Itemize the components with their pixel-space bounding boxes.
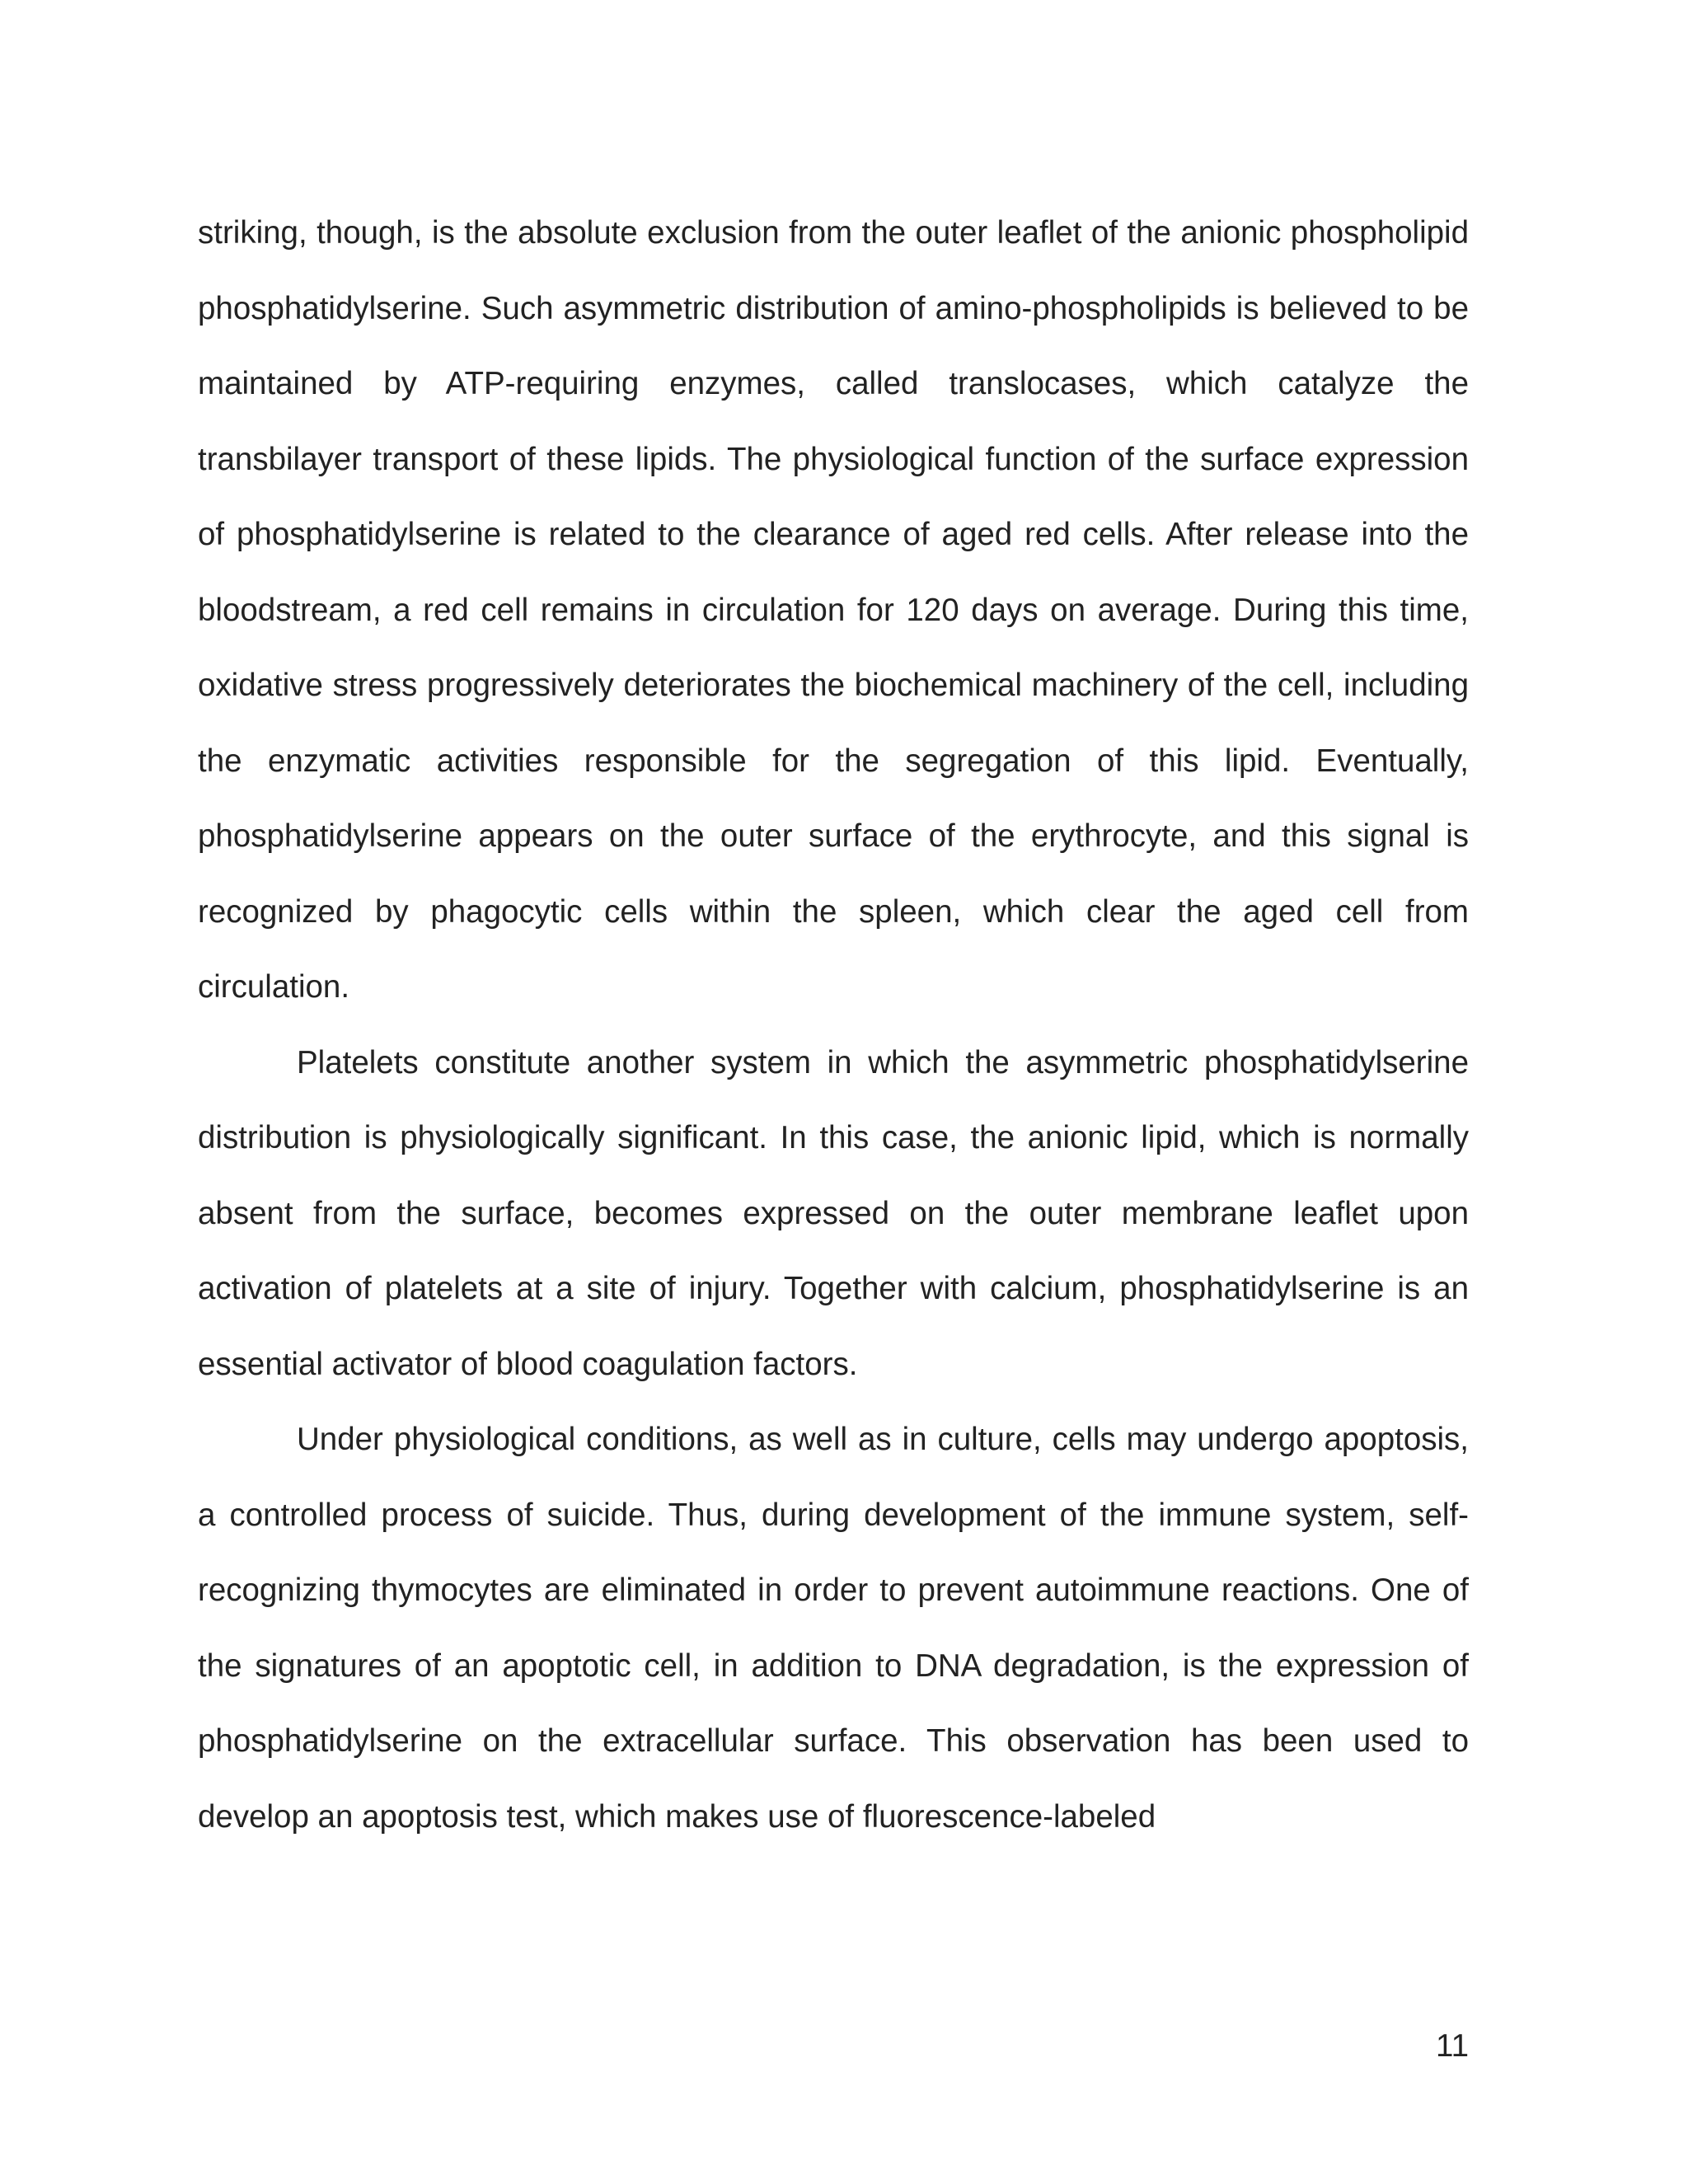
body-text xyxy=(198,195,1469,1854)
page-number: 11 xyxy=(1436,2028,1469,2064)
paragraph-platelets: Platelets constitute another system in which the asymmetric phosphatidylserine distribution is physiologically significant. In this case, the anionic lipid, which is normally absent from the surface, becomes expressed on the outer membrane leaflet upon activation of platelets at a site of injury. Together with calcium, phosphatidylserine is an essential activator of blood coagulation factors. xyxy=(198,1044,1469,1382)
paragraph-apoptosis: Under physiological conditions, as well as in culture, cells may undergo apoptosis, a controlled process of suicide. Thus, during development of the immune system, self-recognizing thymocytes are eliminated in order to prevent autoimmune reactions. One of the signatures of an apoptotic cell, in addition to DNA degradation, is the expression of phosphatidylserine on the extracellular surface. This observation has been used to develop an apoptosis test, which makes use of fluorescence-labeled xyxy=(198,1422,1469,1835)
paragraph-red-cell-clearance: striking, though, is the absolute exclusion from the outer leaflet of the anionic phospholipid phosphatidylserine. Such asymmetric distribution of amino-phospholipids is believed to be maintained by ATP-requiring enzymes, called translocases, which catalyze the transbilayer transport of these lipids. The physiological function of the surface expression of phosphatidylserine is related to the clearance of aged red cells. After release into the bloodstream, a red cell remains in circulation for 120 days on average. During this time, oxidative stress progressively deteriorates the biochemical machinery of the cell, including the enzymatic activities responsible for the segregation of this lipid. Eventually, phosphatidylserine appears on the outer surface of the erythrocyte, and this signal is recognized by phagocytic cells within the spleen, which clear the aged cell from circulation. xyxy=(198,215,1469,1005)
